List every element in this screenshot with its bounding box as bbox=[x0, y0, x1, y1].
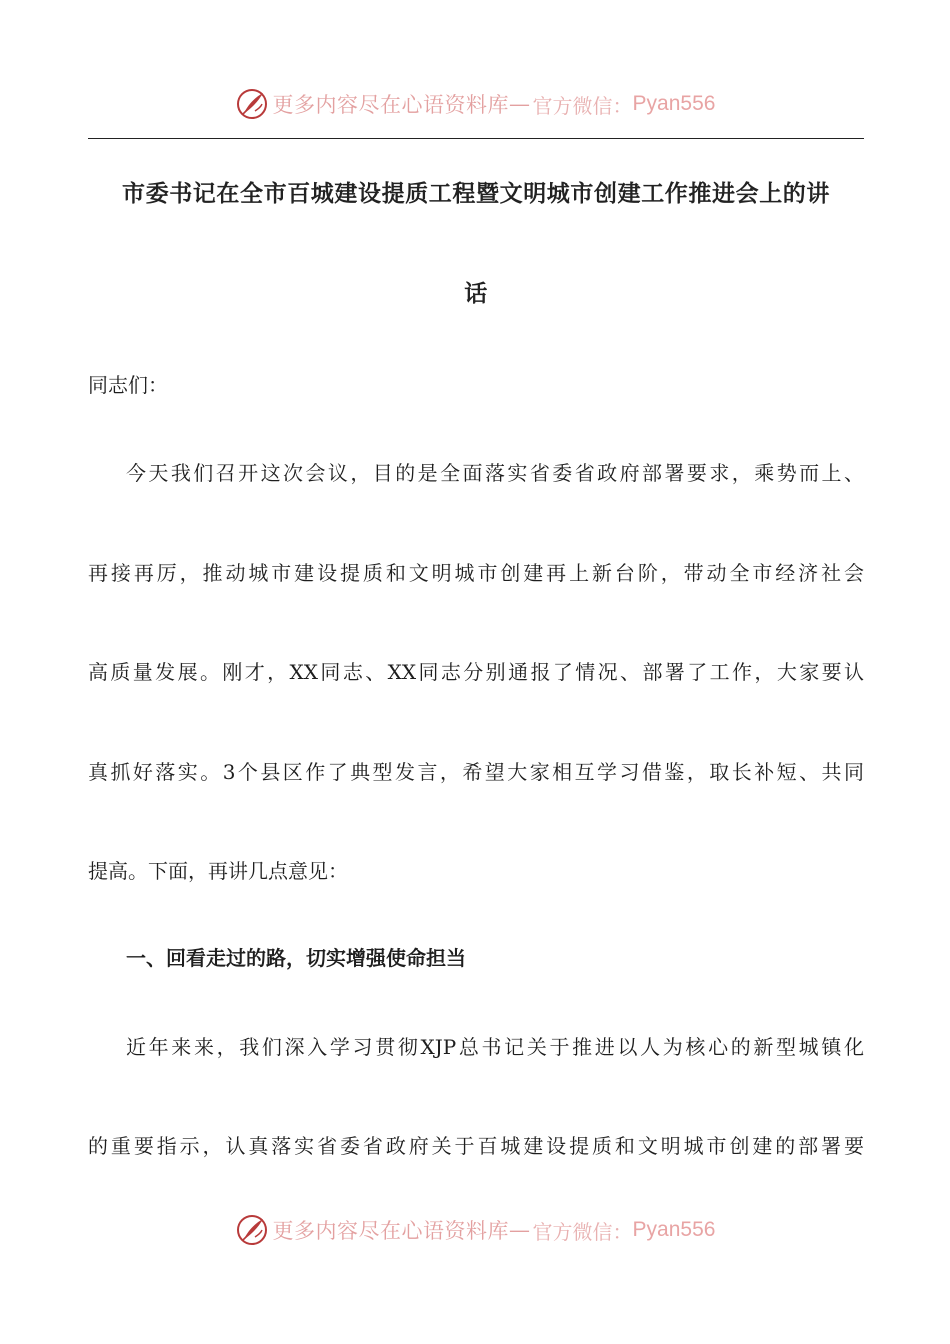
paragraph-line: 提高。下面，再讲几点意见： bbox=[88, 859, 348, 883]
wechat-label: 官方微信： bbox=[532, 93, 633, 118]
brand-separator: — bbox=[509, 92, 531, 116]
brand-text: 更多内容尽在心语资料库 bbox=[272, 1219, 510, 1243]
wechat-id: Pyan556 bbox=[632, 1218, 716, 1241]
paragraph-line: 今天我们召开这次会议，目的是全面落实省委省政府部署要求，乘势而上、 bbox=[126, 461, 864, 485]
wechat-id: Pyan556 bbox=[632, 92, 716, 115]
salutation: 同志们： bbox=[88, 373, 168, 397]
paragraph-line: 真抓好落实。3个县区作了典型发言，希望大家相互学习借鉴，取长补短、共同 bbox=[88, 760, 864, 784]
paragraph-line: 再接再厉，推动城市建设提质和文明城市创建再上新台阶，带动全市经济社会 bbox=[88, 561, 864, 585]
paragraph-line: 的重要指示，认真落实省委省政府关于百城建设提质和文明城市创建的部署要 bbox=[88, 1134, 864, 1158]
paragraph-line: 高质量发展。刚才，XX同志、XX同志分别通报了情况、部署了工作，大家要认 bbox=[88, 660, 864, 684]
title-line-1: 市委书记在全市百城建设提质工程暨文明城市创建工作推进会上的讲 bbox=[122, 181, 830, 207]
wechat-label: 官方微信： bbox=[532, 1219, 633, 1244]
title-line-2: 话 bbox=[464, 281, 488, 307]
header-watermark-banner bbox=[0, 84, 950, 124]
brand-text: 更多内容尽在心语资料库 bbox=[272, 93, 510, 117]
header-divider bbox=[88, 138, 864, 139]
document-title bbox=[88, 172, 864, 372]
brand-separator: — bbox=[509, 1218, 531, 1242]
section-heading: 一、回看走过的路，切实增强使命担当 bbox=[126, 946, 466, 970]
quill-pen-logo-icon bbox=[235, 87, 269, 121]
paragraph-line: 近年来来，我们深入学习贯彻XJP总书记关于推进以人为核心的新型城镇化 bbox=[126, 1035, 864, 1059]
quill-pen-logo-icon bbox=[235, 1213, 269, 1247]
footer-watermark-banner bbox=[0, 1210, 950, 1250]
